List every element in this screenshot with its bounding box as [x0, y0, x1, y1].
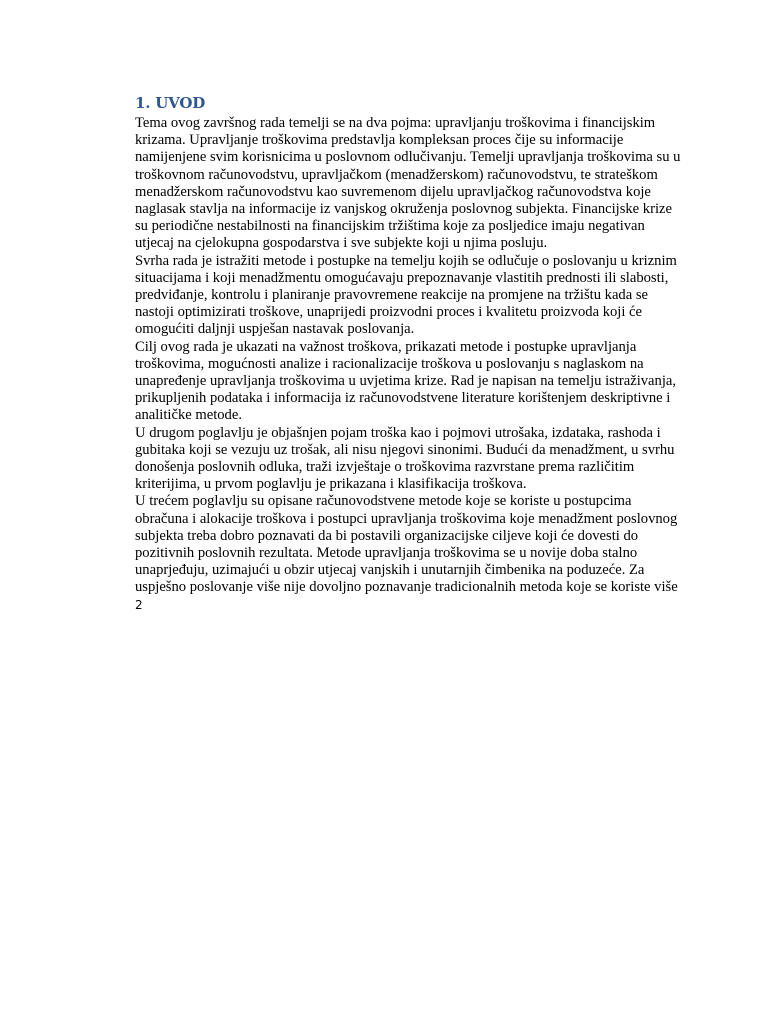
- page-number: 2: [135, 597, 143, 612]
- paragraph-purpose: Svrha rada je istražiti metode i postupke na temelju kojih se odlučuje o poslovanju u kriznim situacijama i koji menadžmentu omogućavaju prepoznavanje vlastitih prednosti ili slabosti, predviđanje, kontrolu i planiranje pravovremene reakcije na promjene na tržištu kada se nastoji optimizirati troškove, unaprijedi proizvodni proces i kvalitetu proizvoda koji će omogućiti daljnji uspješan nastavak poslovanja.: [135, 252, 677, 338]
- document-body: [135, 93, 683, 613]
- paragraph-chapter-three: U trećem poglavlju su opisane računovodstvene metode koje se koriste u postupcima obračuna i alokacije troškova i postupci upravljanja troškovima koje menadžment poslovnog subjekta treba dobro poznavati da bi postavili organizacijske ciljeve koji će dovesti do pozitivnih poslovnih rezultata. Metode upravljanja troškovima se u novije doba stalno unaprjeđuju, uzimajući u obzir utjecaj vanjskih i unutarnjih čimbenika na poduzeće. Za uspješno poslovanje više nije dovoljno poznavanje tradicionalnih metoda koje se koriste više: [135, 493, 678, 596]
- section-heading: 1. UVOD: [135, 94, 206, 112]
- paragraph-goal: Cilj ovog rada je ukazati na važnost troškova, prikazati metode i postupke upravljanja troškovima, mogućnosti analize i racionalizacije troškova u poslovanju s naglaskom na unapređenje upravljanja troškovima u uvjetima krize. Rad je napisan na temelju istraživanja, prikupljenih podataka i informacija iz računovodstvene literature korištenjem deskriptivne i analitičke metode.: [135, 338, 676, 424]
- paragraph-introduction: Tema ovog završnog rada temelji se na dva pojma: upravljanju troškovima i financijskim krizama. Upravljanje troškovima predstavlja kompleksan proces čije su informacije namijenjene svim korisnicima u poslovnom odlučivanju. Temelji upravljanja troškovima su u troškovnom računovodstvu, upravljačkom (menadžerskom) računovodstvu, te strateškom menadžerskom računovodstvu kao suvremenom dijelu upravljačkog računovodstva koje naglasak stavlja na informacije iz vanjskog okruženja poslovnog subjekta. Financijske krize su periodične nestabilnosti na financijskim tržištima koje za posljedice imaju negativan utjecaj na cjelokupna gospodarstva i sve subjekte koji u njima posluju.: [135, 115, 681, 252]
- paragraph-chapter-two: U drugom poglavlju je objašnjen pojam troška kao i pojmovi utrošaka, izdataka, rashoda i gubitaka koji se vezuju uz trošak, ali nisu njegovi sinonimi. Budući da menadžment, u svrhu donošenja poslovnih odluka, traži izvještaje o troškovima razvrstane prema različitim kriterijima, u prvom poglavlju je prikazana i klasifikacija troškova.: [135, 424, 675, 493]
